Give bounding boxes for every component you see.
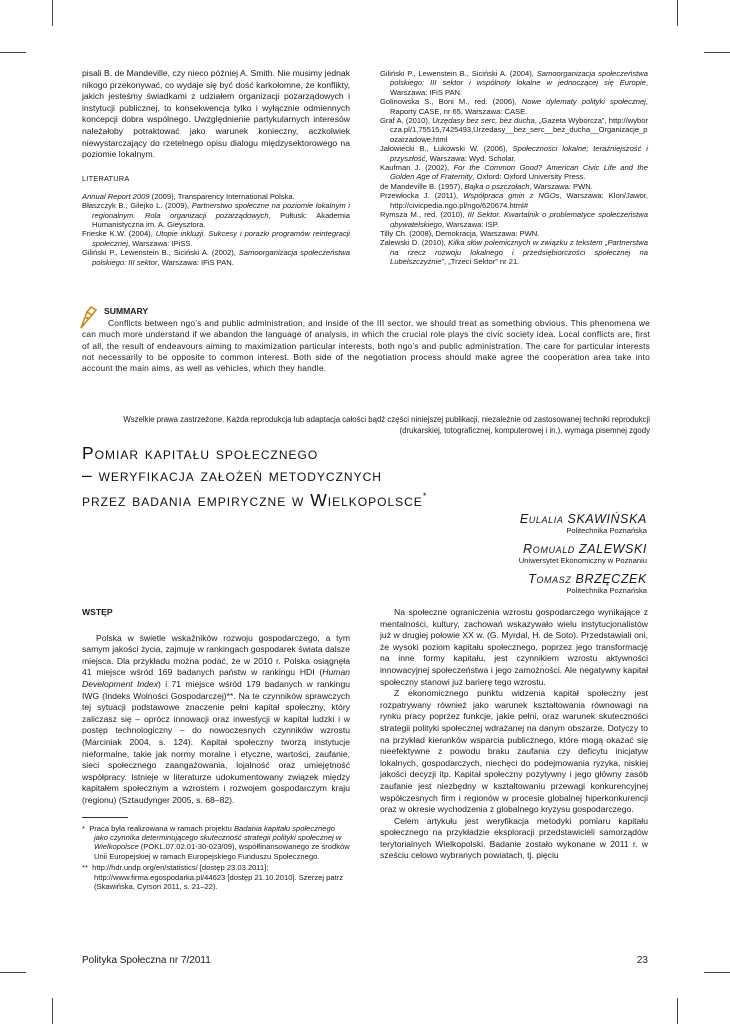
reference-item: Rymsza M., red. (2010), III Sektor. Kwartalnik o problematyce społeczeństwa obywatelskiego, Warszawa: ISP. [380,210,648,229]
reference-item: Błaszczyk B., Gilejko L. (2009), Partnerstwo społeczne na poziomie lokalnym i regionalnym. Rola organizacji pozarządowych, Pułtusk: Akademia Humanistyczna im. A. Gieysztora. [82,201,350,229]
summary-text: Conflicts between ngo’s and public administration, and inside of the III sector, we should treat as something obvious. This phenomena we can much more understand if we abandon the language of analysis, in which the crucial role plays the civic society idea. Local conflicts are, first of all, the result of endeavours aiming to maximization particular interests, both ngo’s and public administration. The care for particular interests not necessarily to be opposite to common interest. Both side of the negotiation process should make agree the cooperation area take into account the main aims, as well as vehicles, which they handle. [82,318,650,374]
page-number: 23 [636,955,648,966]
author-affiliation: Uniwersytet Ekonomiczny w Poznaniu [518,556,647,565]
crop-mark [704,972,730,973]
summary-block [82,306,650,374]
reference-item: Jałowiecki B., Łukowski W. (2006), Społeczności lokalne; teraźniejszość i przyszłość, Warszawa: Wyd. Scholar. [380,144,648,163]
author-block [520,512,647,536]
crop-mark [677,998,678,1024]
crop-mark [52,998,53,1024]
body-paragraph: Na społeczne ograniczenia wzrostu gospodarczego wynikające z mentalności, kultury, zachowań wskazywało wielu instytucjonalistów już w drugiej połowie XX w. (G. Myrdal, H. de Soto). Przedstawiali oni, że wysoki poziom kapitału społecznego, poprzez jego transformację na inne formy kapitału, jest czynnikiem wzrostu aktywności innowacyjnej społeczeństwa i jego zamożności. Ale negatywny kapitał społeczny stanowi już barierę tego wzrostu. [380,607,648,687]
closing-paragraph: pisali B. de Mandeville, czy nieco później A. Smith. Nie musimy jednak nikogo przekonywać, co wydaje się być dość karkołomne, że konflikty, jakich jesteśmy świadkami z udziałem organizacji pozarządowych i instytucji publicznej, to konsekwencja tylko i wyłącznie odmiennych koncepcji dobra wspólnego. Uwzględnienie partykularnych interesów należałoby potraktować jako warunek konieczny, aczkolwiek niewystarczający do rzetelnego opisu dialogu międzysektorowego na poziomie lokalnym. [82,68,350,160]
author-name: Eulalia SKAWIŃSKA [519,512,647,526]
article-title [82,443,427,511]
intro-paragraph: Polska w świetle wskaźników rozwoju gospodarczego, a tym samym jakości życia, zajmuje w rankingach gospodarek świata dalsze miejsca. Dla przykładu można podać, że w 2010 r. Polska osiągnęła 41 miejsce wśród 169 badanych państw w rankingu HDI (Human Development Index) i 71 miejsce wśród 179 badanych w rankingu IWG (Indeks Wolności Gospodarczej)**. Na te czynników sprawczych tej sytuacji podstawowe znaczenie pełni kapitał społeczny, który zaliczasz się – oprócz innowacji oraz inwestycji w kapitał ludzki i w postęp technologiczny – do nowoczesnych czynników wzrostu (Marciniak 2004, s. 124). Kapitał społeczny tworzą instytucje nieformalne, takie jak normy moralne i etyczne, wartości, zaufanie, sieci społecznego zaangażowania, lojalność oraz umiejętność współpracy. Istnieje w literaturze udokumentowany związek między kapitałem społecznym a wzrostem i rozwojem gospodarczym kraju (regionu) (Sztaudynger 2005, s. 68–82). [82,632,351,805]
literatura-heading: LITERATURA [82,173,130,183]
reference-item: de Mandeville B. (1957), Bajka o pszczołach, Warszawa: PWN. [380,181,593,191]
author-name: Romuald ZALEWSKI [523,542,647,556]
reference-item: Annual Report 2009 (2009), Transparency International Polska. [82,191,295,201]
crop-mark [0,52,26,53]
crop-mark [704,52,730,53]
reference-item: Przewłocka J. (2011), Współpraca gmin z NGOs, Warszawa: Klon/Jawor, http://civicpedia.ngo.pl/ngo/620674.html# [380,191,648,210]
section-heading: WSTĘP [82,607,113,617]
journal-footer: Polityka Społeczna nr 7/2011 [82,955,211,966]
author-name: Tomasz BRZĘCZEK [528,572,647,586]
reference-item: Giliński P., Lewenstein B., Siciński A. (2004), Samoorganizacja społeczeństwa polskiego: III sektor i wspólnoty lokalne w jednoczącej się Europie, Warszawa: IFiS PAN. [380,69,648,97]
title-line: przez badania empiryczne w Wielkopolsce* [82,489,428,510]
reference-item: Zalewski D. (2010), Kilka słów polemicznych w związku z tekstem „Partnerstwa na rzecz rozwoju lokalnego i przedsiębiorczości społecznej na Lubelszczyźnie”, „Trzeci Sektor” nr 21. [380,238,649,267]
reference-item: Tilly Ch. (2008), Demokracja, Warszawa: PWN. [380,228,540,238]
rights-notice: Wszelkie prawa zastrzeżone. Każda reprodukcja lub adaptacja całości bądź części niniejszej publikacji, niezależnie od zastosowanej techniki reprodukcji (drukarskiej, totograficznej, komputerowej i in.), wymaga pisemnej zgody [123,415,650,435]
author-block [528,572,647,596]
title-line: – weryfikacja założeń metodycznych [82,464,382,485]
body-paragraph: Z ekonomicznego punktu widzenia kapitał społeczny jest rozpatrywany również jako warunek kształtowania równowagi na rynku pracy poprzez funkcje, jakie pełni, oraz warunek skuteczności strategii polityki społecznej wdrażanej na danym obszarze. Dotyczy to na przykład kierunków wsparcia publicznego, które mogą okazać się nieefektywne z powodu braku zaufania czy deficytu inicjatyw lokalnych, gospodarczych, niechęci do podejmowania ryzyka, niskiej jakości decyzji itp. Kapitał społeczny pozytywny i jego główny zasób zaufanie jest niezbędny w kształtowaniu przewagi konkurencyjnej współczesnych firm i regionów w procesie globalnej hiperkonkurencji oraz w okresie wychodzenia z globalnego kryzysu gospodarczego. [380,688,648,815]
author-affiliation: Politechnika Poznańska [566,526,647,535]
footnote-separator [82,817,128,818]
reference-item: Giliński P., Lewenstein B., Siciński A. (2002), Samoorganizacja społeczeństwa polskiego: III sektor, Warszawa: IFiS PAN. [82,248,350,267]
author-affiliation: Politechnika Poznańska [566,586,647,595]
author-block [519,542,647,566]
title-footnote-mark: * [422,491,428,501]
footnote-item: * Praca była realizowana w ramach projektu Badania kapitału społecznego jako czynnika determinującego skuteczność strategii polityki społecznej w Wielkopolsce (POKL.07.02.01-30-023/09), współfinansowanego ze środków Unii Europejskiej w ramach Europejskiego Funduszu Społecznego. [82,823,350,861]
crop-mark [0,972,26,973]
reference-item: Kaufman J. (2002), For the Common Good? American Civic Life and the Golden Age of Fraternity, Oxford: Oxford University Press. [380,163,648,182]
footnotes [82,824,350,892]
pen-nib-icon [78,306,100,330]
body-right-column [380,607,648,862]
title-line: Pomiar kapitału społecznego [82,443,319,463]
crop-mark [677,0,678,26]
reference-item: Graf A. (2010), Urzędasy bez serc, bez ducha, „Gazeta Wyborcza”, http://wyborcza.pl/1,75515,7425493,Urzedasy__bez_serc__bez_ducha__Organizacje_pozarzadowe.html [380,116,649,144]
left-top-column [82,68,350,267]
reference-list-right [380,69,648,267]
reference-item: Frieske K.W. (2004), Utopie inkluzji. Sukcesy i porażki programów reintegracji społecznej, Warszawa: IPiSS. [82,229,350,248]
reference-item: Golinowska S., Boni M., red. (2006), Nowe dylematy polityki społecznej, Raporty CASE, nr 65, Warszawa: CASE. [380,97,648,116]
body-left-column [82,607,350,893]
reference-list-left [82,192,350,267]
summary-heading: SUMMARY [104,306,149,316]
footnote-item: ** http://hdr.undp.org/en/statistics/ [dostęp 23.03.2011]; http://www.firma.egospodarka.pl/44623 [dostęp 21.10.2010]. Szerzej patrz (Skawińska, Cyrson 2011, s. 21–22). [82,863,344,891]
body-paragraph: Celem artykułu jest weryfikacja metodyki pomiaru kapitału społecznego na przykładzie eksploracji przedstawicieli samorządów terytorialnych Wielkopolski. Badanie zostało wykonane w 2011 r. w sześciu celowo wybranych powiatach, tj. pięciu [380,815,648,861]
crop-mark [52,0,53,26]
